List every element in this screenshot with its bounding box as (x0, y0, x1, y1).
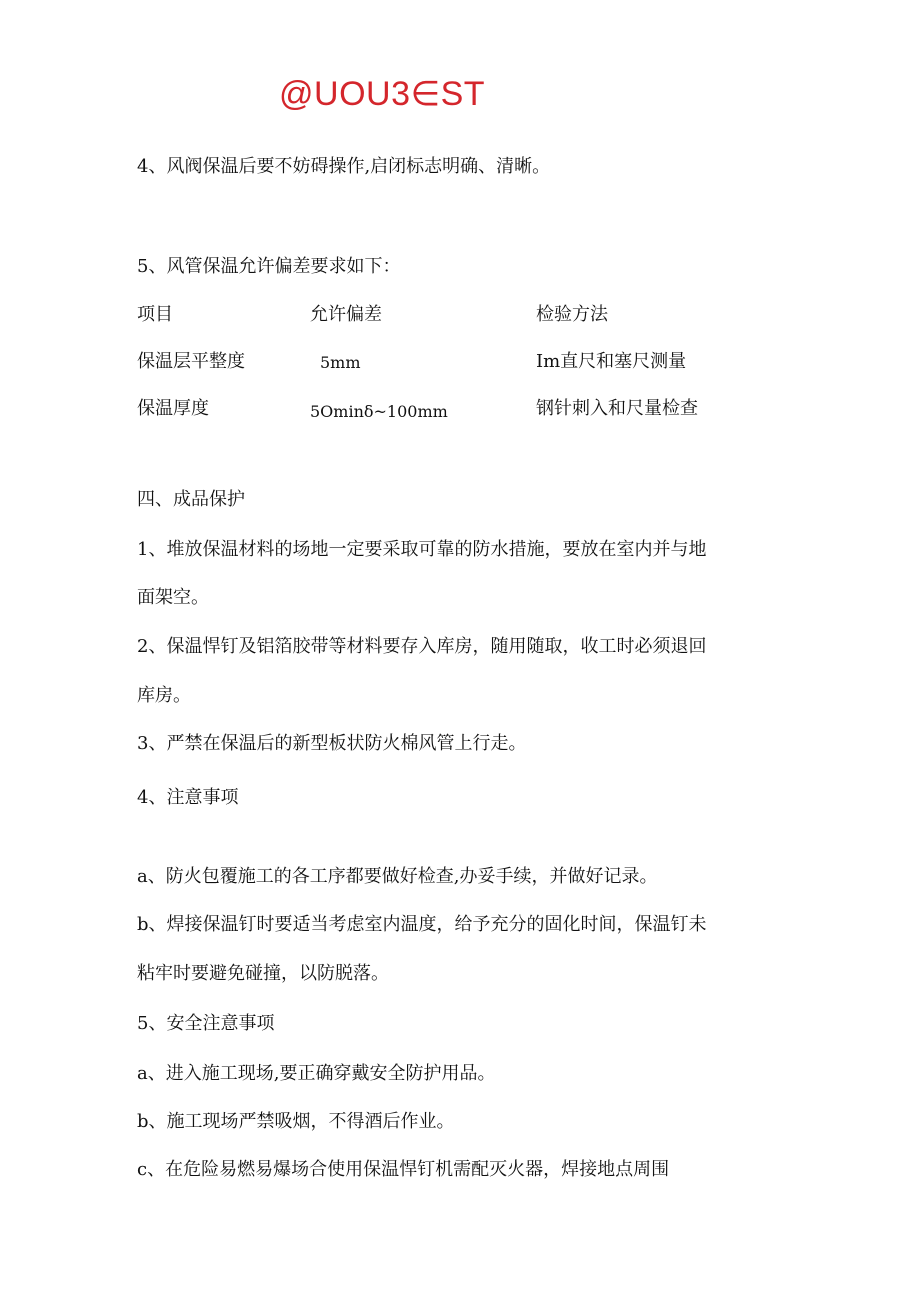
safety-c: c、在危险易燃易爆场合使用保温悍钉机需配灭火器，焊接地点周围 (137, 1159, 670, 1180)
item2-line2: 库房。 (137, 685, 191, 706)
safety-a: a、进入施工现场,要正确穿戴安全防护用品。 (137, 1063, 496, 1084)
table-cell-flatness: 保温层平整度 (137, 351, 245, 372)
safety-b: b、施工现场严禁吸烟，不得酒后作业。 (137, 1111, 455, 1132)
item3: 3、严禁在保温后的新型板状防火棉风管上行走。 (137, 733, 527, 754)
table-header-item: 项目 (137, 304, 173, 325)
logo-text: UOU3∈ST (314, 75, 486, 113)
item4-precautions-title: 4、注意事项 (137, 787, 239, 808)
logo-at-symbol: @ (279, 75, 315, 113)
table-header-method: 检验方法 (536, 304, 608, 325)
header-logo (279, 72, 485, 116)
paragraph-valve-insulation: 4、风阀保温后要不妨碍操作,启闭标志明确、清晰。 (137, 156, 551, 177)
table-cell-thickness-tolerance: 5Ominδ~100mm (310, 402, 448, 421)
item2-line1: 2、保温悍钉及铝箔胶带等材料要存入库房，随用随取，收工时必须退回 (137, 636, 707, 657)
item1-line1: 1、堆放保温材料的场地一定要采取可靠的防水措施，要放在室内并与地 (137, 539, 707, 560)
item5-safety-title: 5、安全注意事项 (137, 1013, 275, 1034)
table-cell-flatness-method: Im直尺和塞尺测量 (536, 351, 687, 372)
note-b-line2: 粘牢时要避免碰撞，以防脱落。 (137, 963, 389, 984)
item1-line2: 面架空。 (137, 587, 209, 608)
section-title-product-protection: 四、成品保护 (137, 489, 245, 510)
table-header-tolerance: 允许偏差 (310, 304, 382, 325)
table-cell-thickness: 保温厚度 (137, 398, 209, 419)
paragraph-tolerance-intro: 5、风管保温允许偏差要求如下： (137, 256, 401, 277)
note-b-line1: b、焊接保温钉时要适当考虑室内温度，给予充分的固化时间，保温钉未 (137, 914, 707, 935)
note-a: a、防火包覆施工的各工序都要做好检查,办妥手续，并做好记录。 (137, 866, 658, 887)
table-cell-flatness-tolerance: 5mm (320, 353, 361, 372)
table-cell-thickness-method: 钢针刺入和尺量检查 (536, 398, 698, 419)
